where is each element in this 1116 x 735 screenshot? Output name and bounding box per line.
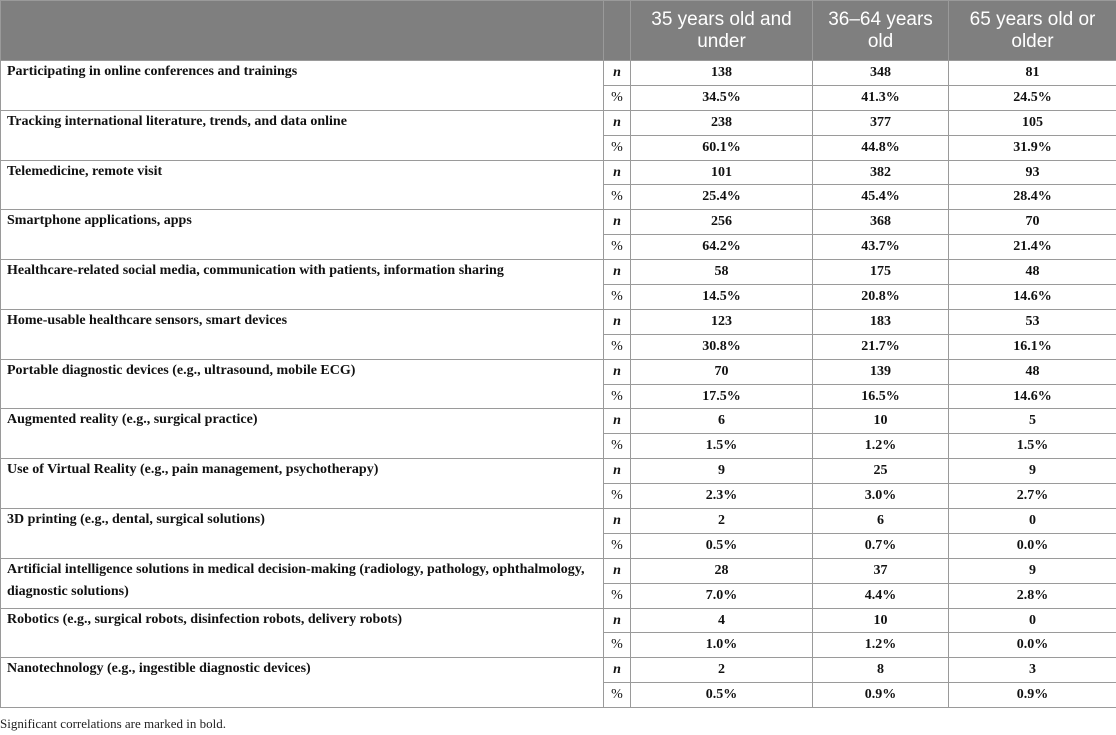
percent-cell: 0.0%: [949, 633, 1116, 658]
count-cell: 256: [631, 210, 813, 235]
row-label: Smartphone applications, apps: [1, 210, 604, 260]
count-cell: 0: [949, 509, 1116, 534]
table-row: [1, 509, 1116, 534]
count-cell: 183: [813, 309, 949, 334]
table-row: [1, 409, 1116, 434]
percent-cell: 3.0%: [813, 484, 949, 509]
count-cell: 93: [949, 160, 1116, 185]
count-cell: 28: [631, 558, 813, 583]
percent-cell: 14.6%: [949, 384, 1116, 409]
count-cell: 58: [631, 260, 813, 285]
stat-label-n: n: [604, 608, 631, 633]
count-cell: 4: [631, 608, 813, 633]
percent-cell: 14.6%: [949, 285, 1116, 310]
percent-cell: 17.5%: [631, 384, 813, 409]
stat-label-percent: %: [604, 384, 631, 409]
percent-cell: 28.4%: [949, 185, 1116, 210]
count-cell: 9: [631, 459, 813, 484]
row-label: 3D printing (e.g., dental, surgical solutions): [1, 509, 604, 559]
count-cell: 139: [813, 359, 949, 384]
percent-cell: 21.4%: [949, 235, 1116, 260]
count-cell: 382: [813, 160, 949, 185]
stat-label-percent: %: [604, 484, 631, 509]
count-cell: 123: [631, 309, 813, 334]
count-cell: 8: [813, 658, 949, 683]
count-cell: 2: [631, 509, 813, 534]
header-group-36-64: 36–64 years old: [813, 1, 949, 61]
stat-label-percent: %: [604, 285, 631, 310]
percent-cell: 31.9%: [949, 135, 1116, 160]
percent-cell: 0.5%: [631, 533, 813, 558]
percent-cell: 0.7%: [813, 533, 949, 558]
stat-label-n: n: [604, 110, 631, 135]
count-cell: 2: [631, 658, 813, 683]
percent-cell: 2.7%: [949, 484, 1116, 509]
stat-label-percent: %: [604, 533, 631, 558]
count-cell: 9: [949, 459, 1116, 484]
percent-cell: 64.2%: [631, 235, 813, 260]
header-label-cell: [1, 1, 604, 61]
stat-label-n: n: [604, 61, 631, 86]
count-cell: 37: [813, 558, 949, 583]
count-cell: 3: [949, 658, 1116, 683]
count-cell: 377: [813, 110, 949, 135]
row-label: Artificial intelligence solutions in medical decision-making (radiology, pathology, ophthalmology, diagnostic solutions): [1, 558, 604, 608]
count-cell: 10: [813, 409, 949, 434]
count-cell: 101: [631, 160, 813, 185]
count-cell: 6: [631, 409, 813, 434]
header-group-65-plus: 65 years old or older: [949, 1, 1116, 61]
stat-label-percent: %: [604, 185, 631, 210]
percent-cell: 41.3%: [813, 85, 949, 110]
percent-cell: 1.2%: [813, 434, 949, 459]
percent-cell: 2.3%: [631, 484, 813, 509]
row-label: Healthcare-related social media, communication with patients, information sharing: [1, 260, 604, 310]
count-cell: 81: [949, 61, 1116, 86]
table-row: [1, 558, 1116, 583]
stat-label-percent: %: [604, 85, 631, 110]
percent-cell: 45.4%: [813, 185, 949, 210]
table-row: [1, 210, 1116, 235]
stat-label-n: n: [604, 658, 631, 683]
row-label: Use of Virtual Reality (e.g., pain management, psychotherapy): [1, 459, 604, 509]
stat-label-n: n: [604, 160, 631, 185]
percent-cell: 44.8%: [813, 135, 949, 160]
stat-label-n: n: [604, 260, 631, 285]
table-row: [1, 260, 1116, 285]
row-label: Robotics (e.g., surgical robots, disinfection robots, delivery robots): [1, 608, 604, 658]
header-stat-cell: [604, 1, 631, 61]
row-label: Nanotechnology (e.g., ingestible diagnostic devices): [1, 658, 604, 708]
table-row: [1, 608, 1116, 633]
percent-cell: 0.9%: [813, 683, 949, 708]
count-cell: 48: [949, 260, 1116, 285]
row-label: Tracking international literature, trends, and data online: [1, 110, 604, 160]
stat-label-percent: %: [604, 334, 631, 359]
count-cell: 348: [813, 61, 949, 86]
header-row: [1, 1, 1116, 61]
percent-cell: 1.5%: [949, 434, 1116, 459]
percent-cell: 16.1%: [949, 334, 1116, 359]
stat-label-percent: %: [604, 235, 631, 260]
percent-cell: 1.2%: [813, 633, 949, 658]
percent-cell: 25.4%: [631, 185, 813, 210]
count-cell: 6: [813, 509, 949, 534]
stat-label-n: n: [604, 359, 631, 384]
percent-cell: 0.9%: [949, 683, 1116, 708]
percent-cell: 30.8%: [631, 334, 813, 359]
count-cell: 105: [949, 110, 1116, 135]
percent-cell: 1.5%: [631, 434, 813, 459]
table-row: [1, 309, 1116, 334]
count-cell: 138: [631, 61, 813, 86]
count-cell: 238: [631, 110, 813, 135]
table-row: [1, 658, 1116, 683]
count-cell: 70: [949, 210, 1116, 235]
count-cell: 175: [813, 260, 949, 285]
table-row: [1, 359, 1116, 384]
stat-label-n: n: [604, 210, 631, 235]
stat-label-percent: %: [604, 683, 631, 708]
count-cell: 48: [949, 359, 1116, 384]
stat-label-n: n: [604, 459, 631, 484]
count-cell: 368: [813, 210, 949, 235]
table-row: [1, 160, 1116, 185]
stat-label-percent: %: [604, 135, 631, 160]
stat-label-n: n: [604, 409, 631, 434]
percent-cell: 0.0%: [949, 533, 1116, 558]
count-cell: 10: [813, 608, 949, 633]
table-row: [1, 110, 1116, 135]
stat-label-n: n: [604, 309, 631, 334]
percent-cell: 0.5%: [631, 683, 813, 708]
count-cell: 53: [949, 309, 1116, 334]
row-label: Participating in online conferences and trainings: [1, 61, 604, 111]
percent-cell: 7.0%: [631, 583, 813, 608]
percent-cell: 1.0%: [631, 633, 813, 658]
count-cell: 70: [631, 359, 813, 384]
table-body: [1, 61, 1116, 708]
percent-cell: 20.8%: [813, 285, 949, 310]
percent-cell: 24.5%: [949, 85, 1116, 110]
row-label: Portable diagnostic devices (e.g., ultrasound, mobile ECG): [1, 359, 604, 409]
percent-cell: 16.5%: [813, 384, 949, 409]
stat-label-percent: %: [604, 633, 631, 658]
count-cell: 0: [949, 608, 1116, 633]
stat-label-n: n: [604, 558, 631, 583]
count-cell: 25: [813, 459, 949, 484]
header-group-under-35: 35 years old and under: [631, 1, 813, 61]
percent-cell: 60.1%: [631, 135, 813, 160]
row-label: Home-usable healthcare sensors, smart devices: [1, 309, 604, 359]
percent-cell: 2.8%: [949, 583, 1116, 608]
stat-label-percent: %: [604, 583, 631, 608]
row-label: Augmented reality (e.g., surgical practice): [1, 409, 604, 459]
percent-cell: 21.7%: [813, 334, 949, 359]
percent-cell: 14.5%: [631, 285, 813, 310]
footnote: Significant correlations are marked in bold.: [0, 716, 226, 731]
count-cell: 9: [949, 558, 1116, 583]
row-label: Telemedicine, remote visit: [1, 160, 604, 210]
stat-label-n: n: [604, 509, 631, 534]
count-cell: 5: [949, 409, 1116, 434]
percent-cell: 4.4%: [813, 583, 949, 608]
table-row: [1, 459, 1116, 484]
table-row: [1, 61, 1116, 86]
stat-label-percent: %: [604, 434, 631, 459]
percent-cell: 43.7%: [813, 235, 949, 260]
percent-cell: 34.5%: [631, 85, 813, 110]
